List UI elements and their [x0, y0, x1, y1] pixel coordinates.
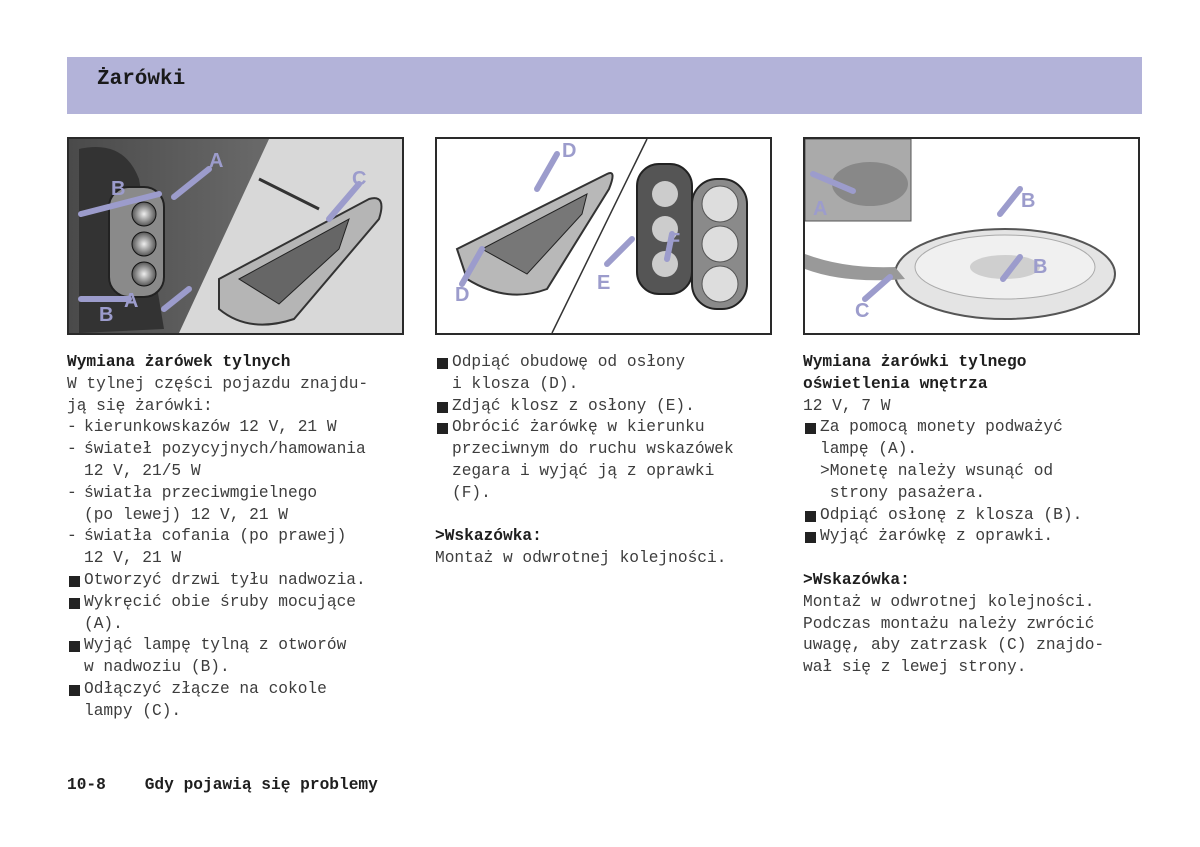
label-b-bottom: B	[99, 304, 114, 326]
figure-interior-light	[803, 137, 1140, 335]
label-e: E	[597, 272, 611, 294]
page-footer	[67, 776, 378, 794]
figure-lens-removal	[435, 137, 772, 335]
step-item: Za pomocą monety podważyć lampę (A).	[803, 417, 1148, 461]
label-a-bottom: A	[124, 290, 139, 312]
step-item: Odłączyć złącze na cokole lampy (C).	[67, 679, 412, 723]
step-item: Wyjąć lampę tylną z otworów w nadwoziu (B).	[67, 635, 412, 679]
tip-text: Montaż w odwrotnej kolejności.	[803, 592, 1095, 611]
section-title: Gdy pojawią się problemy	[144, 776, 378, 794]
section-heading: oświetlenia wnętrza	[803, 374, 988, 393]
column-rear-bulbs	[67, 352, 412, 723]
step-item: Wyjąć żarówkę z oprawki.	[803, 526, 1148, 548]
intro-line: W tylnej części pojazdu znajdu-	[67, 374, 369, 393]
bulb-spec: 12 V, 7 W	[803, 396, 891, 415]
label-b-right: B	[1033, 256, 1048, 278]
intro-line: ją się żarówki:	[67, 396, 213, 415]
section-heading: Wymiana żarówki tylnego	[803, 353, 1027, 371]
label-d-bottom: D	[455, 284, 470, 306]
tip-heading: >Wskazówka:	[803, 570, 910, 589]
bulb-item: - kierunkowskazów 12 V, 21 W	[67, 418, 337, 437]
figure-rear-light-removal	[67, 137, 404, 335]
label-f: F	[668, 230, 681, 252]
tip-heading: >Wskazówka:	[435, 527, 542, 546]
bulb-item: - światła cofania (po prawej) 12 V, 21 W	[67, 527, 347, 568]
label-b-top: B	[111, 178, 126, 200]
tip-text: Podczas montażu należy zwrócić	[803, 614, 1095, 633]
page-header	[67, 57, 1142, 114]
label-b-top: B	[1021, 190, 1036, 212]
column-lens-steps	[435, 352, 780, 570]
section-heading: Wymiana żarówek tylnych	[67, 353, 291, 371]
step-item: Odpiąć osłonę z klosza (B).	[803, 505, 1148, 527]
label-d-top: D	[562, 140, 577, 162]
column-interior-light	[803, 352, 1148, 679]
label-a: A	[813, 198, 828, 220]
step-item: Otworzyć drzwi tyłu nadwozia.	[67, 570, 412, 592]
label-a-top: A	[209, 150, 224, 172]
page-title: Żarówki	[97, 68, 186, 91]
note: >Monetę należy wsunąć od strony pasażera.	[820, 461, 1054, 502]
tip-text: uwagę, aby zatrzask (C) znajdo-	[803, 636, 1105, 655]
tip-text: wał się z lewej strony.	[803, 658, 1027, 677]
page-number: 10-8	[67, 776, 106, 794]
label-c: C	[352, 168, 367, 190]
step-item: Obrócić żarówkę w kierunku przeciwnym do ruchu wskazówek zegara i wyjąć ją z oprawki (F).	[435, 417, 780, 504]
bulb-item: - świateł pozycyjnych/hamowania 12 V, 21/5 W	[67, 440, 366, 480]
label-c: C	[855, 300, 870, 322]
bulb-item: - światła przeciwmgielnego (po lewej) 12 V, 21 W	[67, 483, 318, 524]
step-item: Odpiąć obudowę od osłony i klosza (D).	[435, 352, 780, 396]
tip-text: Montaż w odwrotnej kolejności.	[435, 549, 727, 568]
step-item: Wykręcić obie śruby mocujące (A).	[67, 592, 412, 636]
step-item: Zdjąć klosz z osłony (E).	[435, 396, 780, 418]
